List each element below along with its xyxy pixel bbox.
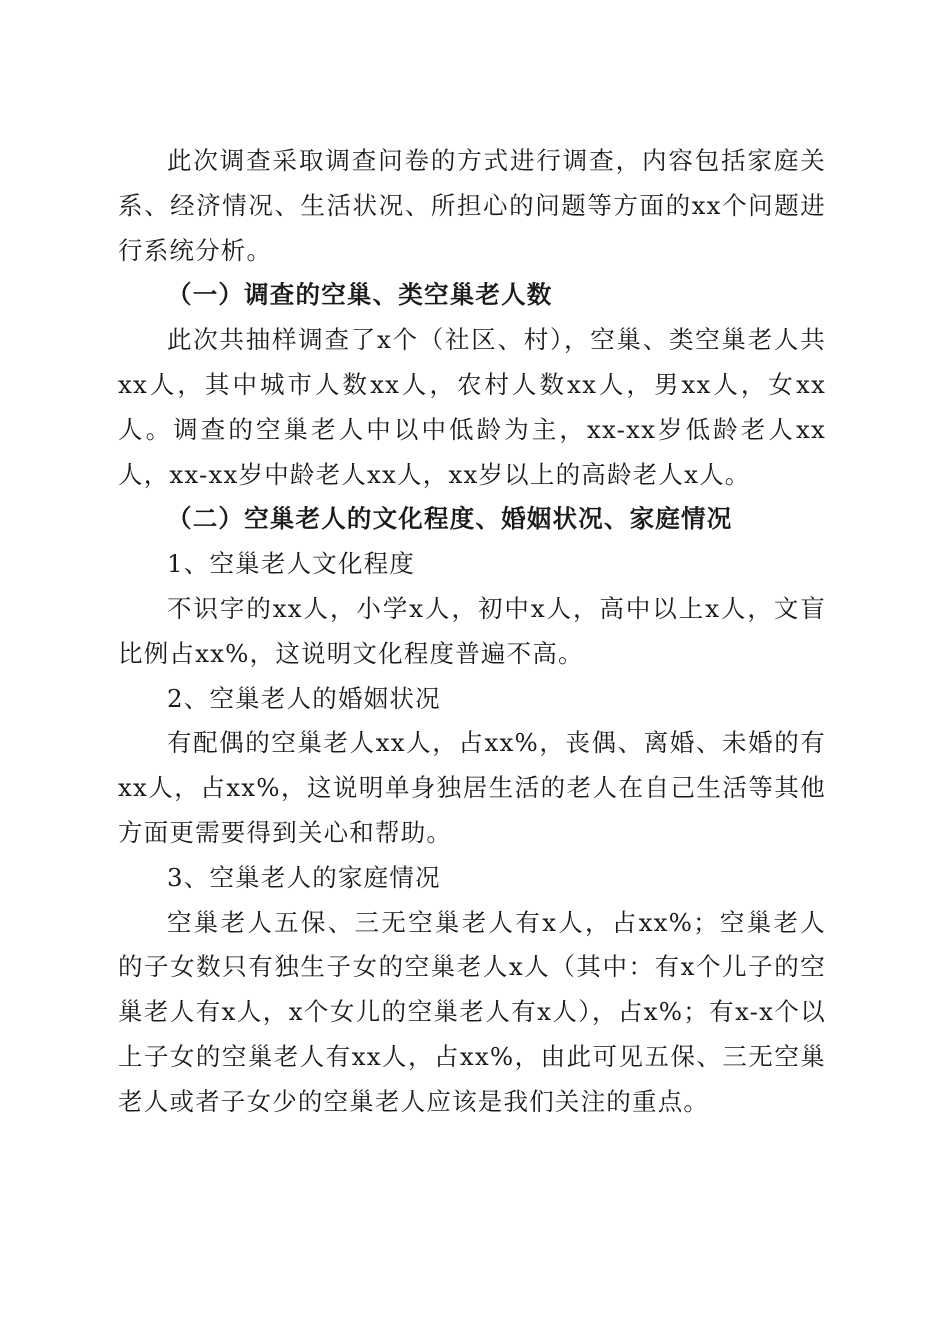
heading-section-1: （一）调查的空巢、类空巢老人数 — [167, 280, 553, 310]
paragraph-education: 不识字的xx人，小学x人，初中x人，高中以上x人，文盲比例占xx%，这说明文化程度普遍不高。 — [118, 593, 826, 668]
subheading-education: 1、空巢老人文化程度 — [167, 549, 416, 579]
paragraph-marriage: 有配偶的空巢老人xx人，占xx%，丧偶、离婚、未婚的有xx人，占xx%，这说明单身独居生活的老人在自己生活等其他方面更需要得到关心和帮助。 — [118, 728, 826, 847]
heading-section-2: （二）空巢老人的文化程度、婚姻状况、家庭情况 — [167, 504, 733, 534]
subheading-marriage: 2、空巢老人的婚姻状况 — [167, 683, 441, 713]
paragraph-family: 空巢老人五保、三无空巢老人有x人，占xx%；空巢老人的子女数只有独生子女的空巢老人x人（其中：有x个儿子的空巢老人有x人，x个女儿的空巢老人有x人），占x%；有x-x个以上子女的空巢老人有xx人，占xx%，由此可见五保、三无空巢老人或者子女少的空巢老人应该是我们关注的重点。 — [118, 907, 826, 1116]
paragraph-sample-count: 此次共抽样调查了x个（社区、村），空巢、类空巢老人共xx人，其中城市人数xx人，农村人数xx人，男xx人，女xx人。调查的空巢老人中以中低龄为主，xx-xx岁低龄老人xx人，xx-xx岁中龄老人xx人，xx岁以上的高龄老人x人。 — [118, 325, 826, 489]
subheading-family: 3、空巢老人的家庭情况 — [167, 862, 441, 892]
document-page — [118, 139, 826, 1125]
paragraph-survey-method: 此次调查采取调查问卷的方式进行调查，内容包括家庭关系、经济情况、生活状况、所担心的问题等方面的xx个问题进行系统分析。 — [118, 146, 826, 265]
